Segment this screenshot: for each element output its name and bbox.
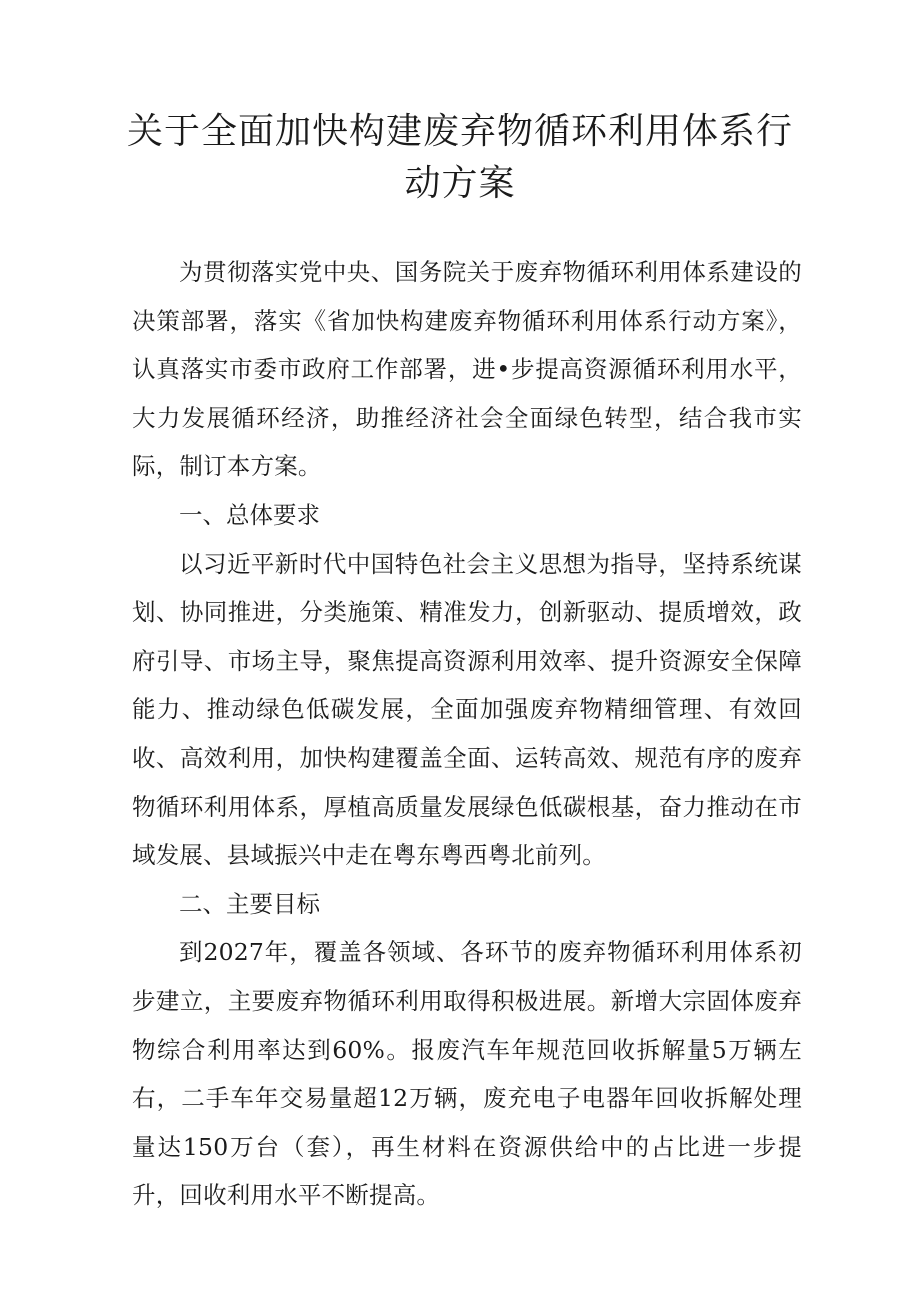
document-title-line-2: 动方案 xyxy=(404,163,516,204)
section-2-paragraph: 到2027年，覆盖各领域、各环节的废弃物循环利用体系初步建立，主要废弃物循环利用取得积极进展。新增大宗固体废弃物综合利用率达到60%。报废汽车年规范回收拆解量5万辆左右，二手车年交易量超12万辆，废充电子电器年回收拆解处理量达150万台（套），再生材料在资源供给中的占比进一步提升，回收利用水平不断提高。 xyxy=(132,938,802,1210)
section-1-heading: 一、总体要求 xyxy=(179,500,320,529)
document-body xyxy=(132,248,802,1220)
document-title xyxy=(120,106,800,210)
intro-paragraph: 为贯彻落实党中央、国务院关于废弃物循环利用体系建设的决策部署，落实《省加快构建废弃物循环利用体系行动方案》，认真落实市委市政府工作部署，进•步提高资源循环利用水平，大力发展循环经济，助推经济社会全面绿色转型，结合我市实际，制订本方案。 xyxy=(132,258,802,481)
document-title-line-1: 关于全面加快构建废弃物循环利用体系行 xyxy=(126,111,793,152)
section-2-heading: 二、主要目标 xyxy=(179,889,320,918)
section-1-paragraph: 以习近平新时代中国特色社会主义思想为指导，坚持系统谋划、协同推进，分类施策、精准发力，创新驱动、提质增效，政府引导、市场主导，聚焦提高资源利用效率、提升资源安全保障能力、推动绿色低碳发展，全面加强废弃物精细管理、有效回收、高效利用，加快构建覆盖全面、运转高效、规范有序的废弃物循环利用体系，厚植高质量发展绿色低碳根基，奋力推动在市域发展、县域振兴中走在粤东粤西粤北前列。 xyxy=(132,549,802,870)
